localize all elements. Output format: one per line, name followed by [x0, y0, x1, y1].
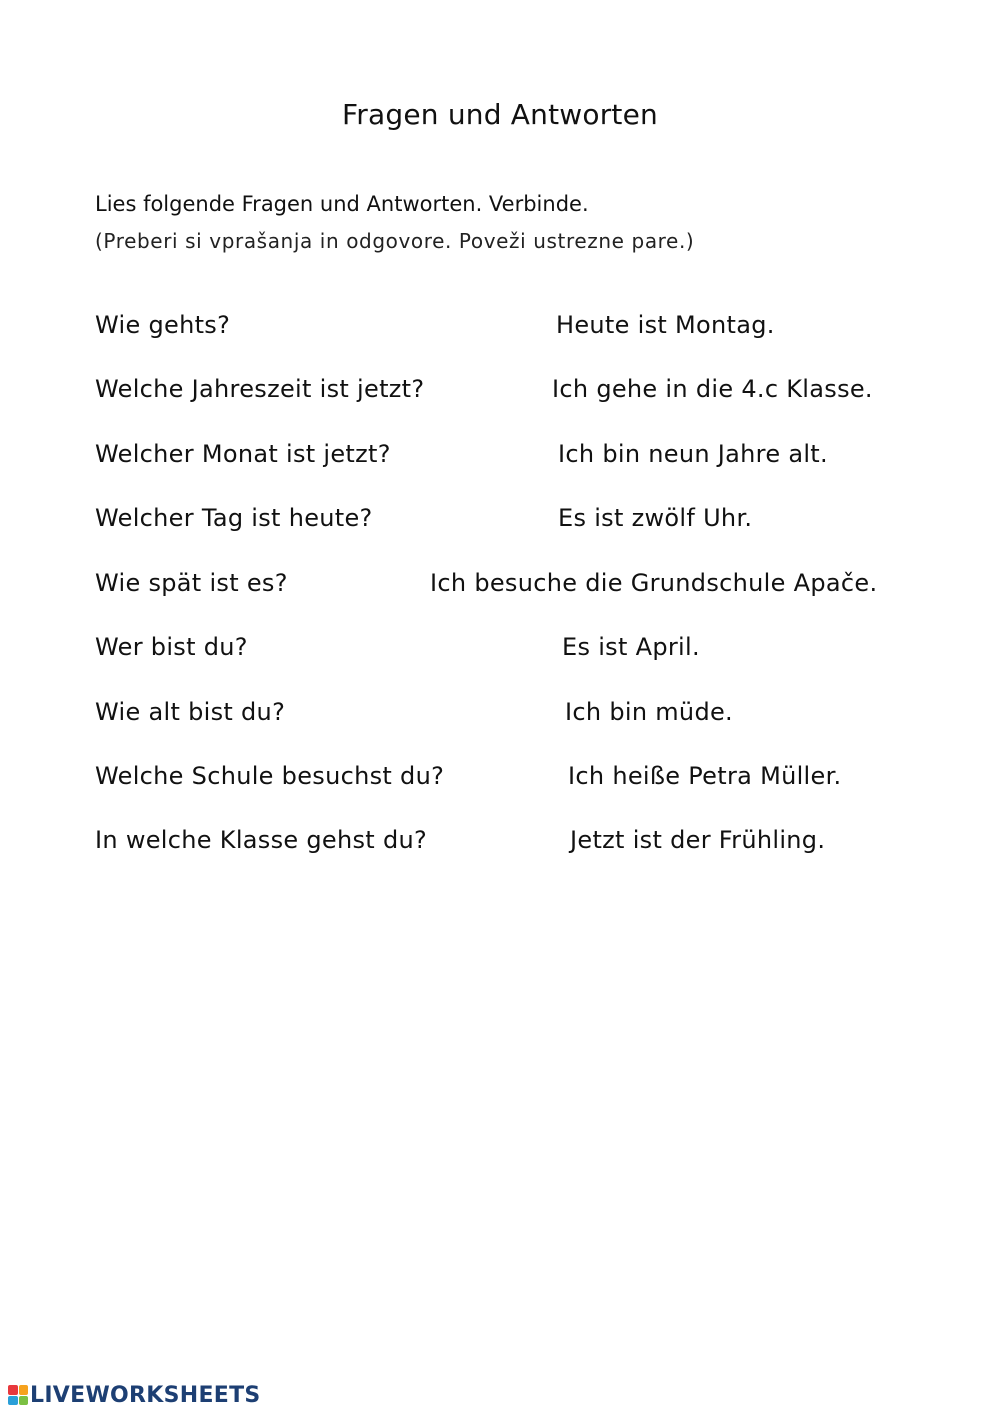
logo-square-red [8, 1385, 18, 1395]
question-5[interactable]: Wie spät ist es? [95, 569, 288, 597]
question-2[interactable]: Welche Jahreszeit ist jetzt? [95, 375, 425, 403]
answer-1[interactable]: Heute ist Montag. [556, 311, 775, 339]
logo-text: LIVEWORKSHEETS [30, 1382, 261, 1408]
answer-7[interactable]: Ich bin müde. [565, 698, 733, 726]
answer-9[interactable]: Jetzt ist der Frühling. [570, 826, 826, 854]
liveworksheets-logo [8, 1381, 261, 1409]
logo-square-blue [8, 1396, 18, 1406]
question-9[interactable]: In welche Klasse gehst du? [95, 826, 428, 854]
answer-5[interactable]: Ich besuche die Grundschule Apače. [430, 569, 878, 597]
question-1[interactable]: Wie gehts? [95, 311, 231, 339]
instruction-german: Lies folgende Fragen und Antworten. Verbinde. [95, 192, 589, 216]
answer-2[interactable]: Ich gehe in die 4.c Klasse. [552, 375, 873, 403]
liveworksheets-logo-icon [8, 1385, 28, 1405]
question-3[interactable]: Welcher Monat ist jetzt? [95, 440, 391, 468]
instruction-slovenian: (Preberi si vprašanja in odgovore. Poveži ustrezne pare.) [95, 229, 695, 253]
question-4[interactable]: Welcher Tag ist heute? [95, 504, 373, 532]
question-8[interactable]: Welche Schule besuchst du? [95, 762, 445, 790]
logo-square-green [19, 1396, 29, 1406]
logo-square-orange [19, 1385, 29, 1395]
question-6[interactable]: Wer bist du? [95, 633, 248, 661]
question-7[interactable]: Wie alt bist du? [95, 698, 286, 726]
answer-8[interactable]: Ich heiße Petra Müller. [568, 762, 842, 790]
answer-4[interactable]: Es ist zwölf Uhr. [558, 504, 753, 532]
page-title: Fragen und Antworten [342, 98, 658, 131]
answer-3[interactable]: Ich bin neun Jahre alt. [558, 440, 828, 468]
answer-6[interactable]: Es ist April. [562, 633, 700, 661]
